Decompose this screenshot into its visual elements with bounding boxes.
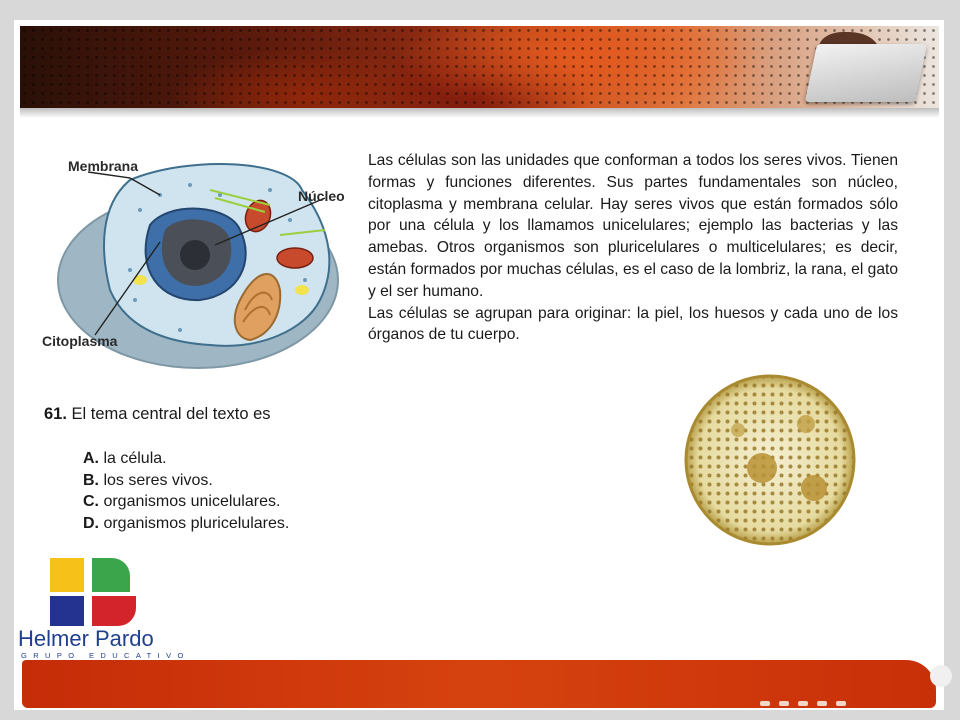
option-c[interactable]	[83, 491, 289, 513]
question-stem	[44, 405, 271, 424]
microscope-cell-image	[678, 372, 862, 548]
option-d-letter: D.	[83, 514, 99, 532]
logo-blue-square	[50, 596, 84, 626]
label-nucleo: Núcleo	[298, 188, 345, 204]
colony-micrograph	[678, 372, 862, 548]
logo-red-shape	[92, 596, 136, 626]
cell-diagram	[40, 150, 360, 375]
header-banner	[20, 26, 939, 108]
logo-brand-name: Helmer Pardo	[18, 626, 154, 651]
option-b[interactable]	[83, 470, 289, 492]
banner-dot-pattern	[20, 26, 939, 108]
option-a-text: la célula.	[103, 450, 167, 467]
paragraph-2: Las células se agrupan para originar: la piel, los huesos y cada uno de los órganos de tu cuerpo.	[368, 304, 898, 344]
option-d-text: organismos pluricelulares.	[103, 514, 290, 532]
reading-text	[368, 150, 898, 346]
question-text: El tema central del texto es	[71, 405, 271, 423]
banner-laptop-image	[805, 44, 927, 102]
option-c-letter: C.	[83, 493, 99, 510]
answer-options	[83, 448, 289, 534]
label-citoplasma: Citoplasma	[42, 333, 118, 349]
question-number: 61.	[44, 405, 67, 423]
banner-shadow	[20, 108, 939, 118]
option-c-text: organismos unicelulares.	[103, 493, 281, 510]
logo-green-shape	[92, 558, 130, 592]
logo-yellow-square	[50, 558, 84, 592]
logo-tagline: GRUPO EDUCATIVO	[21, 651, 190, 660]
option-b-text: los seres vivos.	[103, 471, 213, 489]
footer-dots-decoration	[760, 701, 850, 709]
option-d[interactable]	[83, 513, 289, 535]
option-b-letter: B.	[83, 471, 99, 489]
option-a-letter: A.	[83, 450, 99, 467]
label-membrana: Membrana	[68, 158, 139, 174]
option-a[interactable]	[83, 448, 289, 470]
footer-circle-decoration	[930, 665, 952, 687]
paragraph-1: Las células son las unidades que conforman a todos los seres vivos. Tienen formas y funciones diferentes. Sus partes fundamentales son núcleo, citoplasma y membrana celular. Hay seres vivos que están formados sólo por una célula y los llamamos unicelulares; ejemplo las bacterias y las amebas. Otros organismos son pluricelulares o multicelulares; es decir, están formados por muchas células, es el caso de la lombriz, la rana, el gato y el ser humano.	[368, 152, 898, 300]
